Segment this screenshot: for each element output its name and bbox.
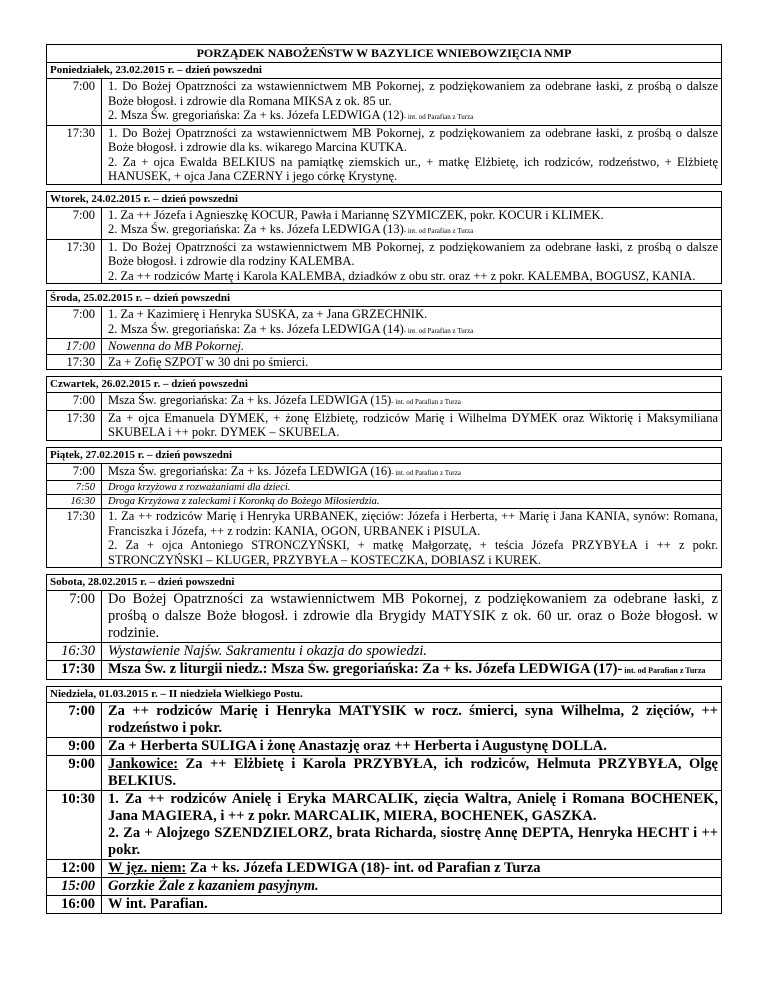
day-header: Poniedziałek, 23.02.2015 r. – dzień powszedni — [46, 63, 722, 79]
intention-text: Gorzkie Żale z kazaniem pasyjnym. — [108, 878, 319, 894]
mass-intention — [101, 240, 721, 284]
mass-row — [46, 703, 722, 738]
intention-note: int. od Parafian z Turza — [622, 666, 706, 675]
mass-time: 16:30 — [70, 496, 95, 507]
intention-note: - int. od Parafian z Turza — [403, 113, 474, 121]
intention-line — [108, 269, 718, 284]
mass-row — [46, 643, 722, 661]
intention-line — [108, 643, 718, 660]
intention-line — [108, 322, 718, 339]
intention-text: Msza Św. z liturgii niedz.: Msza Św. gregoriańska: Za + ks. Józefa LEDWIGA (17)- — [108, 661, 623, 677]
intention-line — [108, 208, 718, 223]
intention-note: - int. od Parafian z Turza — [403, 227, 474, 235]
location-prefix: W jęz. niem: — [108, 860, 187, 876]
day-header: Wtorek, 24.02.2015 r. – dzień powszedni — [46, 192, 722, 208]
day-section — [46, 376, 722, 441]
day-header: Środa, 25.02.2015 r. – dzień powszedni — [46, 291, 722, 307]
intention-text: 1. Za ++ Józefa i Agnieszkę KOCUR, Pawła i Mariannę SZYMICZEK, pokr. KOCUR i KLIMEK. — [108, 207, 604, 222]
mass-intention — [101, 411, 721, 440]
mass-row — [46, 860, 722, 878]
mass-time: 7:00 — [72, 307, 95, 321]
mass-time: 17:30 — [66, 509, 95, 523]
mass-intention — [101, 756, 721, 790]
mass-row — [46, 208, 722, 240]
mass-row — [46, 126, 722, 185]
mass-row — [46, 339, 722, 355]
mass-time: 17:00 — [65, 339, 95, 353]
mass-time: 16:30 — [61, 643, 95, 659]
mass-intention — [101, 355, 721, 370]
intention-line — [108, 756, 718, 790]
intention-text: 1. Do Bożej Opatrzności za wstawiennictwem MB Pokornej, z podziękowaniem za odebrane łaski, z prośbą o dalsze Boże błogosł. i zdrowie dla rodziny KALEMBA. — [108, 239, 718, 268]
mass-intention — [101, 896, 721, 913]
intention-text: 1. Do Bożej Opatrzności za wstawiennictwem MB Pokornej, z podziękowaniem za odebrane łaski, z prośbą o dalsze Boże błogosł. i zdrowie dla ks. wikarego Marcina KUTKA. — [108, 125, 718, 154]
intention-text: 2. Za + ojca Ewalda BELKIUS na pamiątkę ziemskich ur., + matkę Elżbietę, ich rodziców, rodzeństwo, + Elżbietę HANUSEK, + ojca Jana CZERNY i jego córkę Krystynę. — [108, 154, 718, 183]
mass-row — [46, 79, 722, 126]
intention-line — [108, 222, 718, 239]
mass-time: 7:00 — [68, 703, 95, 719]
intention-text: Za + ojca Emanuela DYMEK, + żonę Elżbietę, rodziców Marię i Wilhelma DYMEK oraz Wiktorię i Maksymiliana SKUBELA i ++ pokr. DYMEK – SKUBELA. — [108, 410, 718, 439]
mass-row — [46, 355, 722, 371]
mass-intention — [101, 591, 721, 642]
mass-intention — [101, 307, 721, 338]
mass-intention — [101, 661, 721, 679]
intention-line — [108, 825, 718, 859]
day-section — [46, 686, 722, 914]
intention-text: 2. Msza Św. gregoriańska: Za + ks. Józefa LEDWIGA (12) — [108, 108, 404, 122]
intention-line — [108, 355, 718, 370]
intention-text: Za ++ Elżbietę i Karola PRZYBYŁA, ich rodziców, Helmuta PRZYBYŁA, Olgę BELKIUS. — [108, 756, 718, 789]
intention-line — [108, 393, 718, 410]
mass-row — [46, 661, 722, 680]
intention-line — [108, 411, 718, 440]
intention-line — [108, 126, 718, 155]
intention-text: 2. Msza Św. gregoriańska: Za + ks. Józefa LEDWIGA (14) — [108, 321, 404, 336]
intention-line — [108, 464, 718, 481]
mass-intention — [101, 393, 721, 410]
mass-time: 9:00 — [68, 738, 95, 754]
page-title: PORZĄDEK NABOŻEŃSTW W BAZYLICE WNIEBOWZIĘCIA NMP — [46, 44, 722, 63]
intention-text: 1. Za ++ rodziców Anielę i Eryka MARCALIK, zięcia Waltra, Anielę i Romana BOCHENEK, Jana MAGIERA, i ++ z pokr. MARCALIK, MIERA, BOCHENEK, GASZKA. — [108, 791, 718, 824]
mass-intention — [101, 878, 721, 895]
intention-line — [108, 538, 718, 567]
mass-row — [46, 481, 722, 495]
days-container — [46, 63, 722, 914]
intention-text: 2. Msza Św. gregoriańska: Za + ks. Józefa LEDWIGA (13) — [108, 222, 404, 236]
mass-time: 17:30 — [66, 125, 95, 140]
intention-text: Droga krzyżowa z rozważaniami dla dzieci. — [108, 482, 291, 493]
intention-note: - int. od Parafian z Turza — [391, 398, 461, 406]
intention-text: Za ++ rodziców Marię i Henryka MATYSIK w rocz. śmierci, syna Wilhelma, 2 zięciów, ++ rodzeństwo i pokr. — [108, 703, 718, 736]
intention-text: Msza Św. gregoriańska: Za + ks. Józefa LEDWIGA (15) — [108, 393, 392, 407]
intention-line — [108, 108, 718, 125]
mass-intention — [101, 738, 721, 755]
schedule-document — [46, 44, 722, 914]
mass-time: 16:00 — [61, 896, 95, 912]
intention-text: Wystawienie Najśw. Sakramentu i okazja do spowiedzi. — [108, 643, 427, 659]
intention-line — [108, 79, 718, 108]
intention-line — [108, 860, 718, 877]
day-section — [46, 290, 722, 370]
mass-time: 12:00 — [61, 860, 95, 876]
mass-intention — [101, 126, 721, 184]
intention-text: 2. Za + ojca Antoniego STRONCZYŃSKI, + matkę Małgorzatę, + teścia Józefa PRZYBYŁA i ++ z pokr. STRONCZYŃSKI – KLUGER, PRZYBYŁA – KOSTECZKA, DOBIASZ i KUREK. — [108, 538, 718, 567]
intention-note: - int. od Parafian z Turza — [403, 326, 474, 335]
intention-line — [108, 339, 718, 354]
mass-time: 17:30 — [66, 354, 95, 369]
intention-line — [108, 738, 718, 755]
intention-text: Za + Zofię SZPOT w 30 dni po śmierci. — [108, 354, 309, 369]
mass-row — [46, 464, 722, 482]
intention-line — [108, 591, 718, 642]
intention-text: 2. Za ++ rodziców Martę i Karola KALEMBA, dziadków z obu str. oraz ++ z pokr. KALEMBA, BOGUSZ, KANIA. — [108, 268, 696, 283]
mass-intention — [101, 703, 721, 737]
mass-row — [46, 307, 722, 339]
intention-line — [108, 896, 718, 913]
mass-row — [46, 791, 722, 860]
mass-time: 7:00 — [72, 79, 95, 93]
mass-row — [46, 411, 722, 441]
intention-line — [108, 240, 718, 269]
mass-row — [46, 509, 722, 568]
intention-line — [108, 481, 718, 494]
mass-row — [46, 738, 722, 756]
mass-row — [46, 393, 722, 411]
intention-text: Msza Św. gregoriańska: Za + ks. Józefa LEDWIGA (16) — [108, 463, 392, 478]
intention-line — [108, 791, 718, 825]
mass-time: 17:30 — [66, 239, 95, 254]
mass-time: 7:00 — [72, 207, 95, 222]
day-section — [46, 63, 722, 185]
mass-intention — [101, 481, 721, 494]
mass-time: 9:00 — [68, 756, 95, 772]
intention-line — [108, 509, 718, 538]
mass-row — [46, 878, 722, 896]
mass-row — [46, 495, 722, 509]
day-header: Sobota, 28.02.2015 r. – dzień powszedni — [46, 575, 722, 591]
intention-text: W int. Parafian. — [108, 896, 208, 912]
day-section — [46, 447, 722, 569]
intention-text: Droga Krzyżowa z zaleckami i Koronką do Bożego Miłosierdzia. — [108, 496, 380, 507]
day-section — [46, 191, 722, 285]
mass-row — [46, 240, 722, 285]
mass-time: 10:30 — [61, 791, 95, 807]
intention-text: 1. Za + Kazimierę i Henryka SUSKA, za + Jana GRZECHNIK. — [108, 307, 428, 321]
mass-intention — [101, 643, 721, 660]
mass-intention — [101, 495, 721, 508]
day-header: Niedziela, 01.03.2015 r. – II niedziela Wielkiego Postu. — [46, 687, 722, 703]
mass-time: 17:30 — [66, 410, 95, 425]
intention-line — [108, 495, 718, 508]
mass-intention — [101, 208, 721, 239]
mass-time: 7:00 — [72, 393, 95, 407]
mass-intention — [101, 79, 721, 125]
mass-time: 17:30 — [61, 661, 95, 677]
mass-intention — [101, 339, 721, 354]
intention-text: Za + Herberta SULIGA i żonę Anastazję oraz ++ Herberta i Augustynę DOLLA. — [108, 738, 607, 754]
mass-time: 15:00 — [61, 878, 95, 894]
intention-text: 1. Do Bożej Opatrzności za wstawiennictwem MB Pokornej, z podziękowaniem za odebrane łaski, z prośbą o dalsze Boże błogosł. i zdrowie dla Romana MIKSA z ok. 85 ur. — [108, 79, 718, 108]
mass-intention — [101, 509, 721, 567]
intention-text: Do Bożej Opatrzności za wstawiennictwem MB Pokornej, z podziękowaniem za odebrane łaski, z prośbą o dalsze Boże błogosł. i zdrowie dla Brygidy MATYSIK z ok. 60 ur. oraz o Boże błogosł. w rodzinie. — [108, 591, 718, 641]
location-prefix: Jankowice: — [108, 756, 179, 772]
intention-line — [108, 661, 718, 679]
intention-note: - int. od Parafian z Turza — [391, 468, 461, 477]
mass-intention — [101, 464, 721, 481]
mass-intention — [101, 791, 721, 859]
intention-line — [108, 703, 718, 737]
day-header: Czwartek, 26.02.2015 r. – dzień powszedni — [46, 377, 722, 393]
mass-time: 7:00 — [69, 591, 95, 607]
intention-text: 1. Za ++ rodziców Marię i Henryka URBANEK, zięciów: Józefa i Herberta, ++ Marię i Jana KANIA, synów: Romana, Franciszka i Józefa, ++ z rodzin: KANIA, OGON, URBANEK i PISULA. — [108, 509, 718, 538]
intention-line — [108, 155, 718, 184]
mass-row — [46, 591, 722, 643]
intention-text: Za + ks. Józefa LEDWIGA (18)- int. od Parafian z Turza — [186, 860, 541, 876]
intention-line — [108, 878, 718, 895]
day-section — [46, 574, 722, 680]
intention-line — [108, 307, 718, 322]
day-header: Piątek, 27.02.2015 r. – dzień powszedni — [46, 448, 722, 464]
intention-text: Nowenna do MB Pokornej. — [108, 339, 245, 353]
mass-row — [46, 756, 722, 791]
mass-time: 7:50 — [75, 482, 95, 493]
mass-time: 7:00 — [72, 463, 95, 478]
mass-intention — [101, 860, 721, 877]
intention-text: 2. Za + Alojzego SZENDZIELORZ, brata Richarda, siostrę Annę DEPTA, Henryka HECHT i ++ pokr. — [108, 825, 718, 858]
mass-row — [46, 896, 722, 914]
